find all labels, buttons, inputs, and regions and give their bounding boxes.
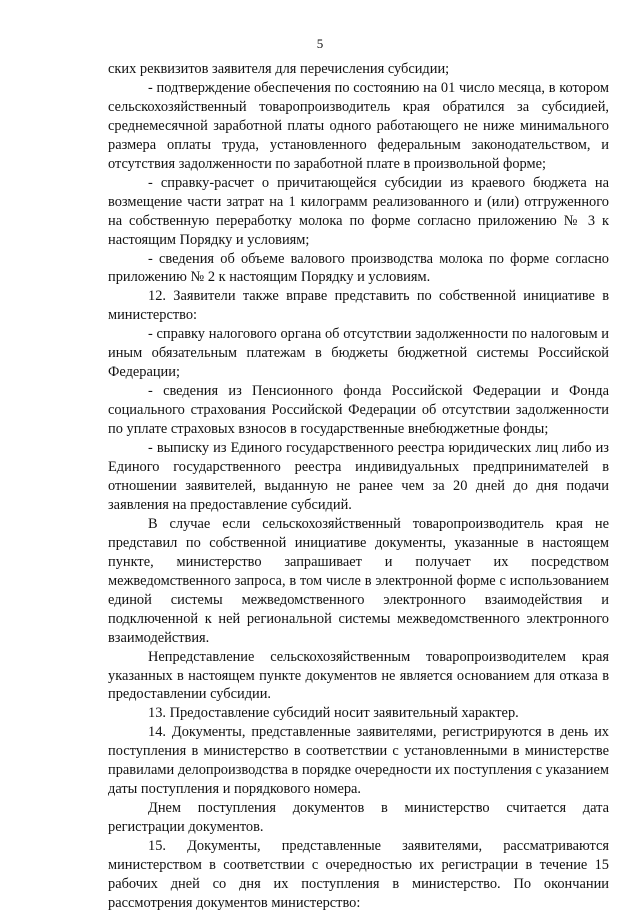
document-paragraph: 12. Заявители также вправе представить по собственной инициативе в министерство: [108, 288, 609, 324]
document-paragraph: В случае если сельскохозяйственный товаропроизводитель края не представил по собственной инициативе документы, указанные в настоящем пункте, министерство запрашивает и получает их посредством межведомственного запроса, в том числе в электронной форме с использованием единой системы межведомственного электронного взаимодействия и подключенной к ней региональной системы межведомственного электронного взаимодействия. [108, 515, 609, 646]
document-paragraph: - справку-расчет о причитающейся субсидии из краевого бюджета на возмещение части затрат на 1 килограмм реализованного и (или) отгруженного на собственную переработку молока по форме согласно приложению № 3 к настоящим Порядку и условиям; [108, 174, 609, 248]
document-paragraph: Непредставление сельскохозяйственным товаропроизводителем края указанных в настоящем пункте документов не является основанием для отказа в предоставлении субсидии. [108, 648, 609, 703]
document-paragraph: - справку налогового органа об отсутствии задолженности по налоговым и иным обязательным платежам в бюджеты бюджетной системы Российской Федерации; [108, 326, 609, 381]
document-paragraph: ских реквизитов заявителя для перечисления субсидии; [108, 61, 450, 77]
document-paragraph: - сведения об объеме валового производства молока по форме согласно приложению № 2 к настоящим Порядку и условиям. [108, 250, 609, 286]
document-paragraph: 13. Предоставление субсидий носит заявительный характер. [148, 705, 519, 722]
page-number: 5 [316, 36, 324, 51]
document-body [108, 60, 609, 913]
document-paragraph: Днем поступления документов в министерство считается дата регистрации документов. [108, 800, 609, 836]
document-paragraph: 14. Документы, представленные заявителями, регистрируются в день их поступления в министерство в соответствии с установленными в министерстве правилами делопроизводства в порядке очередности их поступления с указанием даты поступления и порядкового номера. [108, 724, 609, 798]
document-paragraph: - сведения из Пенсионного фонда Российской Федерации и Фонда социального страхования Российской Федерации об отсутствии задолженности по уплате страховых взносов в государственные внебюджетные фонды; [108, 383, 609, 438]
document-paragraph: - подтверждение обеспечения по состоянию на 01 число месяца, в котором сельскохозяйственный товаропроизводитель края обратился за субсидией, среднемесячной заработной платы одного работающего не ниже минимального размера оплаты труда, установленного федеральным законодательством, и отсутствия задолженности по заработной плате в произвольной форме; [108, 79, 609, 172]
document-paragraph: - выписку из Единого государственного реестра юридических лиц либо из Единого государственного реестра индивидуальных предпринимателей в отношении заявителей, выданную не ранее чем за 20 дней до дня подачи заявления на предоставление субсидий. [108, 440, 609, 513]
document-paragraph: 15. Документы, представленные заявителями, рассматриваются министерством в соответствии с очередностью их регистрации в течение 15 рабочих дней со дня их поступления в министерство. По окончании рассмотрения документов министерство: [108, 838, 609, 911]
